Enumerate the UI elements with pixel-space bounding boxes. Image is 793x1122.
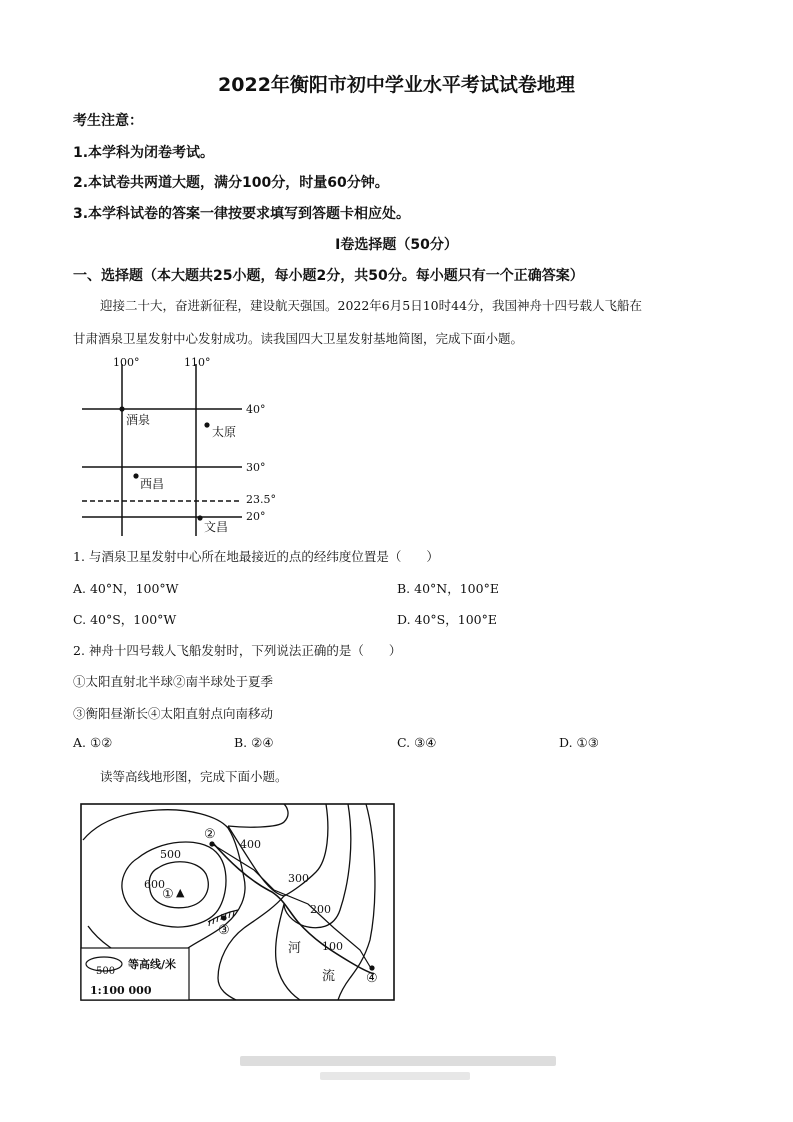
q1-stem: 1. 与酒泉卫星发射中心所在地最接近的点的经纬度位置是（ ） [73, 549, 439, 564]
notice-item-1: 1.本学科为闭卷考试。 [73, 145, 215, 161]
label-200: 200 [310, 903, 331, 916]
launch-base-map [76, 350, 286, 538]
q1-option-d[interactable]: D. 40°S，100°E [397, 612, 497, 627]
q1-option-c[interactable]: C. 40°S，100°W [73, 612, 177, 627]
place-jiuquan: 酒泉 [126, 413, 151, 427]
q1-option-b[interactable]: B. 40°N，100°E [397, 581, 499, 596]
q2-option-c[interactable]: C. ③④ [397, 735, 437, 750]
xichang-dot [133, 473, 138, 478]
label-600: 600 [144, 878, 165, 891]
q1-option-a[interactable]: A. 40°N，100°W [73, 581, 179, 596]
section-heading: 一、选择题（本大题共25小题，每小题2分，共50分。每小题只有一个正确答案） [73, 268, 584, 284]
notice-heading: 考生注意： [73, 113, 143, 129]
place-xichang: 西昌 [140, 477, 165, 491]
summit-icon: ▲ [176, 886, 185, 899]
place-wenchang: 文昌 [204, 520, 229, 534]
q2-option-b[interactable]: B. ②④ [234, 735, 274, 750]
q2-statement-1: ①太阳直射北半球②南半球处于夏季 [73, 674, 274, 689]
river-label-1: 河 [288, 941, 302, 956]
q2-option-a[interactable]: A. ①② [73, 735, 113, 750]
lat-label-40: 40° [246, 403, 266, 416]
place-taiyuan: 太原 [212, 425, 237, 439]
point-3-label: ③ [218, 923, 230, 938]
label-100: 100 [322, 940, 343, 953]
wenchang-dot [197, 515, 202, 520]
notice-item-2: 2.本试卷共两道大题，满分100分，时量60分钟。 [73, 175, 389, 191]
contour-200 [276, 804, 351, 1000]
point-2-dot [209, 841, 214, 846]
point-4-label: ④ [366, 971, 378, 986]
blurred-watermark [240, 1054, 556, 1084]
label-300: 300 [288, 872, 309, 885]
q2-stem: 2. 神舟十四号载人飞船发射时，下列说法正确的是（ ） [73, 643, 402, 658]
q2-option-d[interactable]: D. ①③ [559, 735, 599, 750]
lat-label-23-5: 23.5° [246, 493, 276, 506]
q2-statement-2: ③衡阳昼渐长④太阳直射点向南移动 [73, 706, 274, 721]
contour-map [78, 800, 398, 1005]
lat-label-30: 30° [246, 461, 266, 474]
point-3-dot [221, 915, 226, 920]
river-label-2: 流 [322, 969, 336, 984]
contour-300 [218, 804, 328, 1000]
legend-text: 等高线/米 [128, 958, 177, 971]
page-title: 2022年衡阳市初中学业水平考试试卷地理 [218, 74, 575, 96]
intro-line-1: 迎接二十大，奋进新征程，建设航天强国。2022年6月5日10时44分，我国神舟十四号载人飞船在 [100, 298, 643, 313]
jiuquan-dot [119, 406, 124, 411]
map-scale: 1:100 000 [90, 984, 152, 997]
intro-line-2: 甘肃酒泉卫星发射中心发射成功。读我国四大卫星发射基地简图，完成下面小题。 [73, 331, 524, 346]
lon-label-110: 110° [184, 356, 211, 369]
point-4-dot [369, 965, 374, 970]
point-2-label: ② [204, 827, 216, 842]
part-title: Ⅰ卷选择题（50分） [335, 237, 458, 253]
taiyuan-dot [204, 422, 209, 427]
lat-label-20: 20° [246, 510, 266, 523]
point-1-label: ① [162, 887, 174, 902]
notice-item-3: 3.本学科试卷的答案一律按要求填写到答题卡相应处。 [73, 206, 411, 222]
legend-value: 500 [96, 966, 116, 977]
lon-label-100: 100° [113, 356, 140, 369]
label-500: 500 [160, 848, 181, 861]
intro-2: 读等高线地形图，完成下面小题。 [100, 769, 288, 784]
label-400: 400 [240, 838, 261, 851]
